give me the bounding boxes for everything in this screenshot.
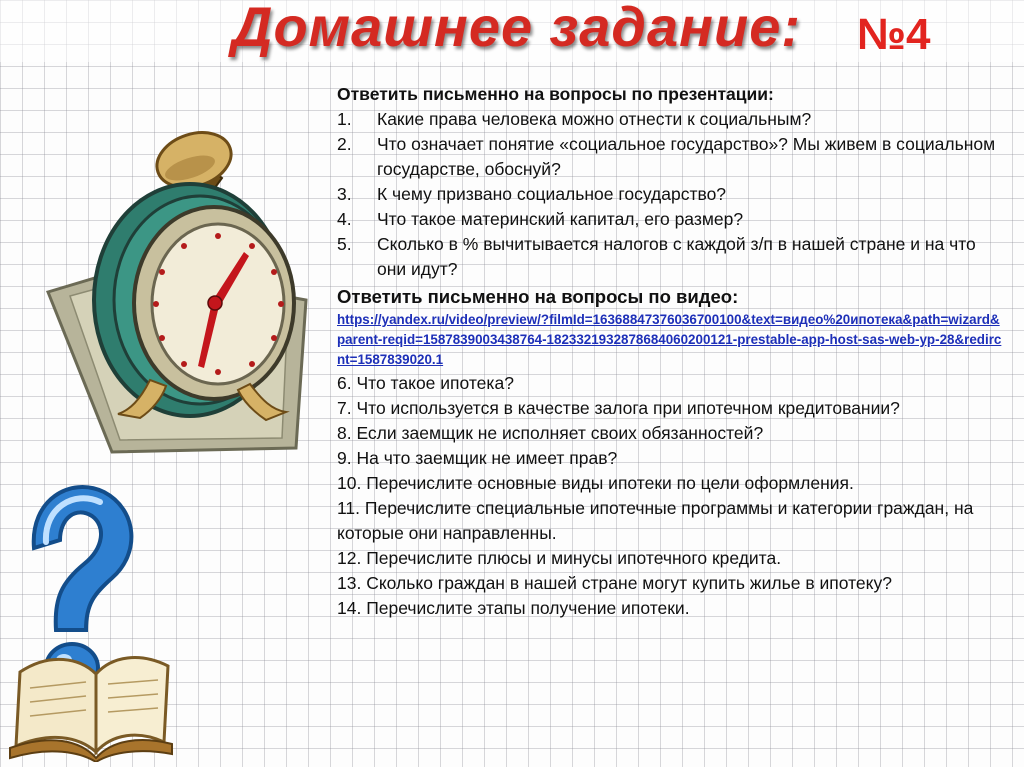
slide-title: Домашнее задание: — [232, 0, 801, 58]
video-questions-list — [337, 371, 1005, 621]
alarm-clock-illustration — [0, 0, 330, 470]
list-item: 5. Сколько в % вычитывается налогов с каждой з/п в нашей стране и на что они идут? — [337, 234, 976, 279]
list-item: 4. Что такое материнский капитал, его размер? — [337, 209, 744, 229]
list-item: 1. Какие права человека можно отнести к социальным? — [337, 109, 812, 129]
list-item: 10. Перечислите основные виды ипотеки по цели оформления. — [337, 473, 854, 493]
homework-content — [337, 82, 1005, 621]
presentation-questions-list — [337, 107, 1005, 282]
list-item: 3. К чему призвано социальное государство? — [337, 184, 727, 204]
open-book-icon — [0, 612, 180, 762]
section-presentation-heading: Ответить письменно на вопросы по презентации: — [337, 84, 774, 104]
list-item: 9. На что заемщик не имеет прав? — [337, 448, 618, 468]
list-item: 6. Что такое ипотека? — [337, 373, 514, 393]
list-item: 8. Если заемщик не исполняет своих обязанностей? — [337, 423, 764, 443]
list-item: 12. Перечислите плюсы и минусы ипотечного кредита. — [337, 548, 782, 568]
list-item: 7. Что используется в качестве залога при ипотечном кредитовании? — [337, 398, 900, 418]
homework-number: №4 — [857, 10, 931, 59]
list-item: 13. Сколько граждан в нашей стране могут купить жилье в ипотеку? — [337, 573, 892, 593]
list-item: 14. Перечислите этапы получение ипотеки. — [337, 598, 690, 618]
video-link[interactable]: https://yandex.ru/video/preview/?filmId=16368847376036700100&text=видео%20ипотека&path=wizard&parent-reqid=1587839003438764-1823321932878684060200121-prestable-app-host-sas-web-yp-28&redircnt=1587839020.1 — [337, 312, 1002, 367]
list-item: 2. Что означает понятие «социальное государство»? Мы живем в социальном государстве, обоснуй? — [337, 134, 996, 179]
section-video-heading: Ответить письменно на вопросы по видео: — [337, 286, 739, 307]
list-item: 11. Перечислите специальные ипотечные программы и категории граждан, на которые они направленны. — [337, 498, 974, 543]
